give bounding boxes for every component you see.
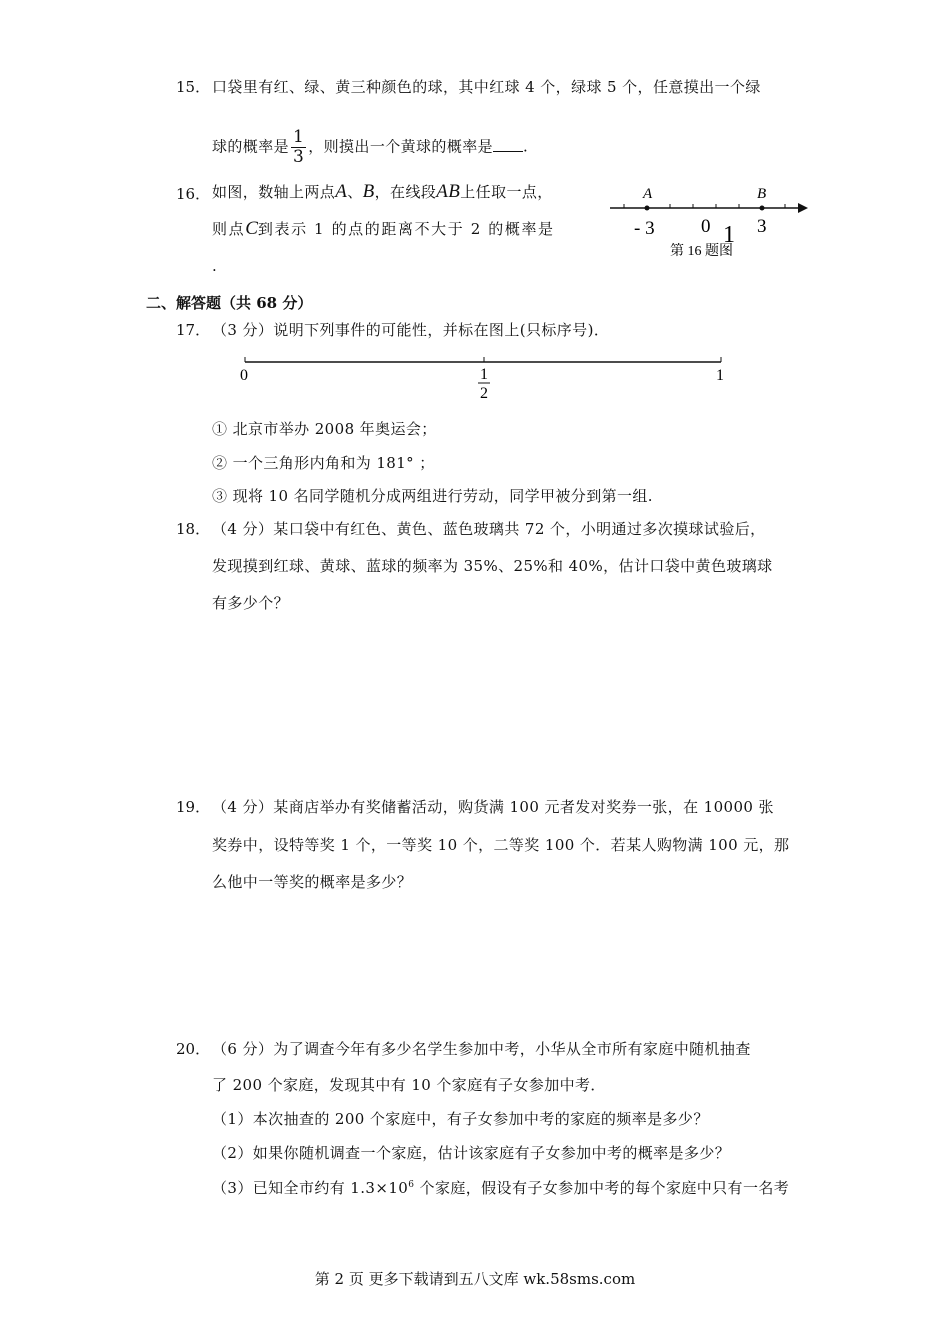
q20-sub2: （2）如果你随机调查一个家庭，估计该家庭有子女参加中考的概率是多少？: [212, 1144, 731, 1162]
q20-sub3-post: 个家庭，假设有子女参加中考的每个家庭中只有一名考: [414, 1179, 790, 1197]
q16-number-line-figure: [600, 178, 820, 266]
q16-number: 16．: [176, 185, 211, 203]
q17-label-0: 0: [240, 367, 248, 384]
q16-var-b: B: [362, 181, 375, 202]
q16-axis-arrow: [798, 203, 808, 213]
q17-probability-line: [236, 352, 736, 404]
section-title: 二、解答题（共 68 分）: [146, 294, 313, 312]
q16-var-a: A: [335, 181, 348, 202]
q16-text-b: 、: [347, 183, 363, 201]
q17-label-mid-num: 1: [480, 366, 488, 383]
q16-text-d: 上任取一点，: [460, 183, 553, 201]
q19-number: 19．: [176, 798, 211, 816]
q17-number: 17．: [176, 321, 211, 339]
q16-tick-label-1: 1: [723, 222, 735, 248]
q16-text-a: 如图，数轴上两点: [212, 183, 336, 201]
q15-answer-blank: [493, 138, 523, 152]
q20-line1: （6 分）为了调查今年有多少名学生参加中考，小华从全市所有家庭中随机抽查: [212, 1040, 751, 1058]
q16-label-a: A: [643, 186, 653, 202]
q17-text: （3 分）说明下列事件的可能性，并标在图上(只标序号)．: [212, 321, 610, 339]
q19-line3: 么他中一等奖的概率是多少？: [212, 873, 413, 891]
q16-text-f: 到表示 1 的点的距离不大于 2 的概率是: [257, 220, 555, 238]
q15-frac-num: 1: [293, 127, 305, 147]
q18-line2: 发现摸到红球、黄球、蓝球的频率为 35%、25%和 40%，估计口袋中黄色玻璃球: [212, 557, 773, 575]
q20-sub3: [212, 1177, 789, 1198]
q20-sub1: （1）本次抽查的 200 个家庭中，有子女参加中考的家庭的频率是多少？: [212, 1110, 709, 1128]
q15-frac-den: 3: [293, 147, 305, 167]
q20-sub3-pre: （3）已知全市约有 1.3×10: [212, 1179, 409, 1197]
q18-number: 18．: [176, 520, 211, 538]
q16-figure-caption: 第 16 题图: [670, 244, 733, 259]
q16-point-b: [760, 206, 765, 211]
q16-line2: [212, 218, 555, 240]
q17-item-1: ① 北京市举办 2008 年奥运会；: [212, 420, 437, 438]
q20-line2: 了 200 个家庭，发现其中有 10 个家庭有子女参加中考．: [212, 1076, 606, 1094]
q16-line3: .: [212, 257, 218, 275]
q15-number: 15．: [176, 78, 211, 96]
q16-line1: [212, 181, 553, 203]
q15-fraction: [291, 128, 306, 167]
q20-sub3-exponent: 6: [408, 1180, 415, 1190]
q20-number: 20．: [176, 1040, 211, 1058]
q15-line2-pre: 球的概率是: [212, 137, 290, 156]
q16-label-b: B: [757, 186, 767, 202]
q16-var-c: C: [245, 218, 258, 239]
q19-line1: （4 分）某商店举办有奖储蓄活动，购货满 100 元者发对奖券一张，在 10000 张: [212, 798, 774, 816]
q16-tick-label-neg3: - 3: [634, 218, 655, 239]
q18-line1: （4 分）某口袋中有红色、黄色、蓝色玻璃共 72 个，小明通过多次摸球试验后，: [212, 520, 766, 538]
q16-tick-label-3: 3: [757, 216, 767, 237]
page-footer: 第 2 页 更多下载请到五八文库 wk.58sms.com: [314, 1270, 636, 1288]
q16-text-e: 则点: [212, 220, 246, 238]
q16-point-a: [645, 206, 650, 211]
q16-text-c: ，在线段: [374, 183, 437, 201]
q15-line2-post: ，则摸出一个黄球的概率是: [308, 137, 494, 156]
q16-tick-label-0: 0: [701, 216, 711, 237]
q17-item-2: ② 一个三角形内角和为 181° ；: [212, 454, 435, 472]
q18-line3: 有多少个？: [212, 594, 290, 612]
q17-label-1: 1: [716, 367, 724, 384]
q15-line2-end: .: [523, 137, 529, 156]
q17-label-mid-den: 2: [480, 385, 488, 402]
q16-var-ab: AB: [436, 181, 461, 202]
q15-line1: 口袋里有红、绿、黄三种颜色的球，其中红球 4 个，绿球 5 个，任意摸出一个绿: [212, 78, 761, 96]
q17-item-3: ③ 现将 10 名同学随机分成两组进行劳动，同学甲被分到第一组.: [212, 487, 653, 505]
q19-line2: 奖券中，设特等奖 1 个，一等奖 10 个，二等奖 100 个．若某人购物满 100 元，那: [212, 836, 790, 854]
q15-line2: [212, 128, 528, 167]
